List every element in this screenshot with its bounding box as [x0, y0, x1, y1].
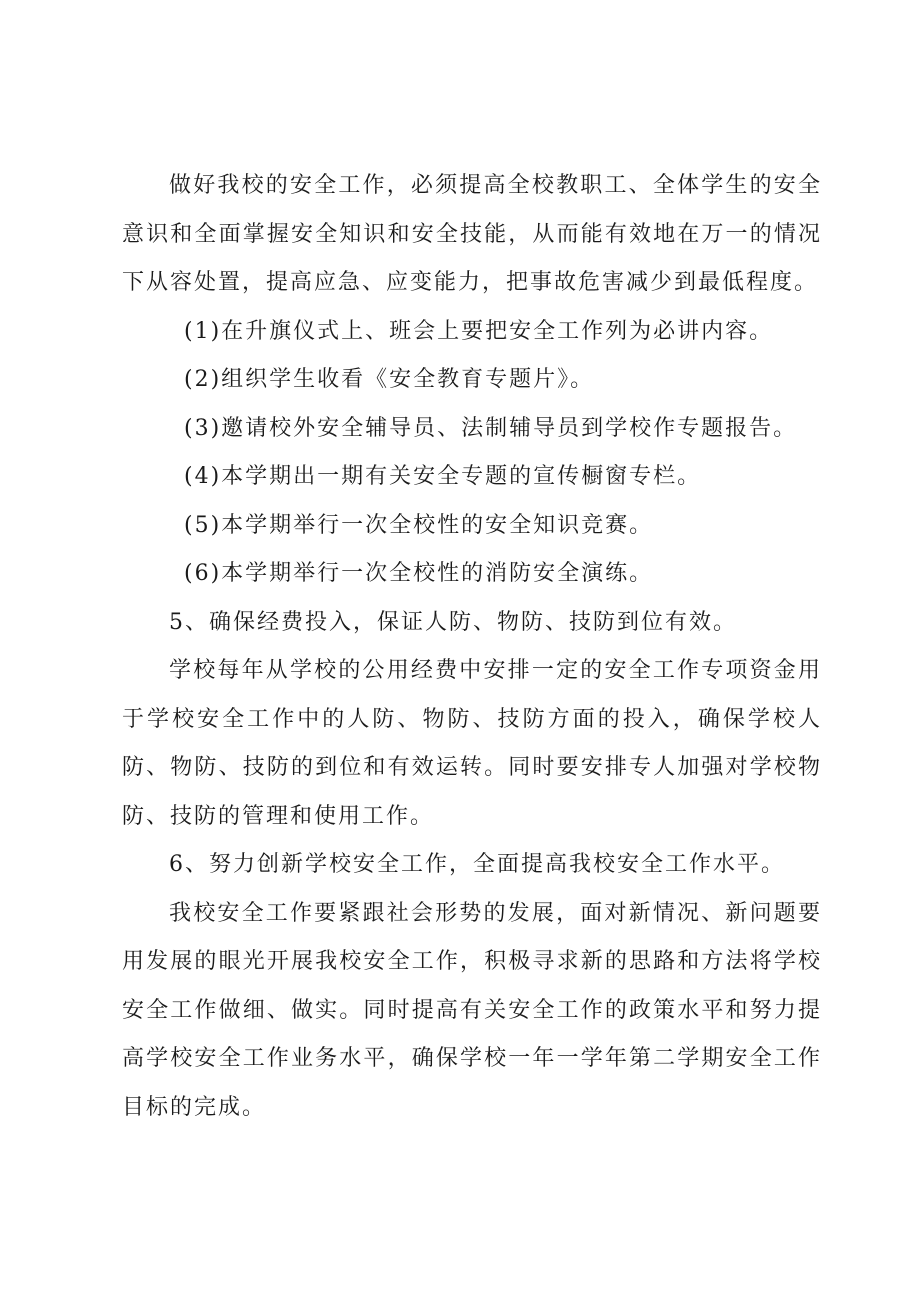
- paragraph-innovation: 我校安全工作要紧跟社会形势的发展，面对新情况、新问题要用发展的眼光开展我校安全工作，积极寻求新的思路和方法将学校安全工作做细、做实。同时提高有关安全工作的政策水平和努力提高学校安全工作业务水平，确保学校一年一学年第二学期安全工作目标的完成。: [122, 900, 822, 1120]
- document-body: [122, 162, 822, 1132]
- paragraph-intro: 做好我校的安全工作，必须提高全校教职工、全体学生的安全意识和全面掌握安全知识和安全技能，从而能有效地在万一的情况下从容处置，提高应急、应变能力，把事故危害减少到最低程度。: [122, 173, 822, 295]
- list-item-3: (3)邀请校外安全辅导员、法制辅导员到学校作专题报告。: [184, 415, 798, 441]
- list-item-2: (2)组织学生收看《安全教育专题片》。: [184, 367, 595, 392]
- section-heading-6: 6、努力创新学校安全工作，全面提高我校安全工作水平。: [169, 852, 785, 877]
- list-item-6: (6)本学期举行一次全校性的消防安全演练。: [184, 561, 654, 586]
- list-item-5: (5)本学期举行一次全校性的安全知识竞赛。: [184, 512, 654, 538]
- paragraph-funding: 学校每年从学校的公用经费中安排一定的安全工作专项资金用于学校安全工作中的人防、物防、技防方面的投入，确保学校人防、物防、技防的到位和有效运转。同时要安排专人加强对学校物防、技防的管理和使用工作。: [122, 658, 822, 829]
- list-item-4: (4)本学期出一期有关安全专题的宣传橱窗专栏。: [184, 464, 702, 489]
- list-item-1: (1)在升旗仪式上、班会上要把安全工作列为必讲内容。: [184, 318, 774, 344]
- section-heading-5: 5、确保经费投入，保证人防、物防、技防到位有效。: [169, 609, 737, 635]
